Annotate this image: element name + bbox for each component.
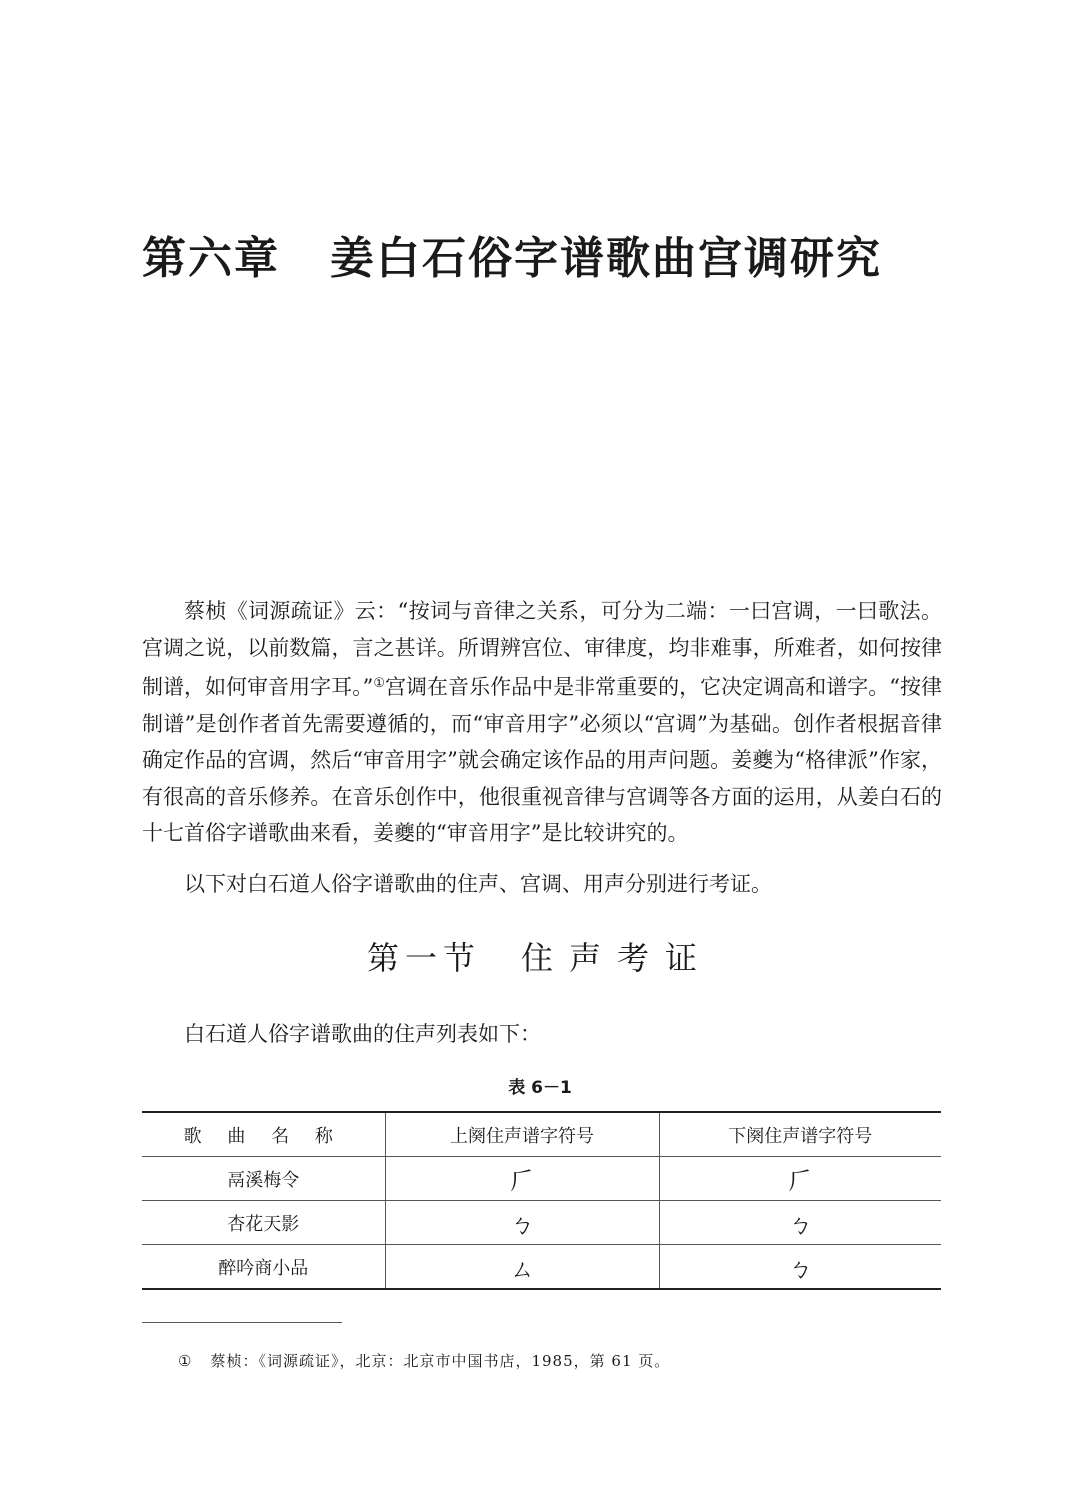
upper-symbol: ㄅ — [385, 1201, 659, 1245]
song-name: 杏花天影 — [142, 1201, 385, 1245]
intro-paragraph — [142, 593, 942, 852]
upper-symbol: ㄙ — [385, 1245, 659, 1290]
lower-symbol: ㄅ — [659, 1245, 941, 1290]
intro-text-part2: 宫调在音乐作品中是非常重要的，它决定调高和谱字。“按律制谱”是创作者首先需要遵循的，而“审音用字”必须以“宫调”为基础。创作者根据音律确定作品的宫调，然后“审音用字”就会确定该作品的用声问题。姜夔为“格律派”作家，有很高的音乐修养。在音乐创作中，他很重视音律与宫调等各方面的运用，从姜白石的十七首俗字谱歌曲来看，姜夔的“审音用字”是比较讲究的。 — [142, 675, 943, 845]
table-row — [142, 1201, 941, 1245]
song-name: 醉吟商小品 — [142, 1245, 385, 1290]
section-intro: 白石道人俗字谱歌曲的住声列表如下： — [184, 1022, 541, 1046]
table-row — [142, 1245, 941, 1290]
footnote-mark: ① — [178, 1352, 193, 1370]
song-name: 鬲溪梅令 — [142, 1157, 385, 1201]
lower-symbol: ㄅ — [659, 1201, 941, 1245]
table-caption: 表 6－1 — [508, 1078, 572, 1098]
footnote — [178, 1350, 670, 1371]
header-lower-stanza: 下阕住声谱字符号 — [659, 1112, 941, 1157]
section-title — [0, 933, 1080, 979]
section-number: 第一节 — [366, 939, 481, 977]
intro-text-part1: 蔡桢《词源疏证》云：“按词与音律之关系，可分为二端：一曰宫调，一曰歌法。宫调之说，以前数篇，言之甚详。所谓辨宫位、审律度，均非难事，所难者，如何按律制谱，如何审音用字耳。” — [142, 599, 942, 699]
lower-symbol: 𠂆 — [659, 1157, 941, 1201]
intro-paragraph-2: 以下对白石道人俗字谱歌曲的住声、宫调、用声分别进行考证。 — [184, 872, 772, 896]
upper-symbol: 𠂆 — [385, 1157, 659, 1201]
section-name: 住声考证 — [521, 939, 714, 977]
table-row — [142, 1157, 941, 1201]
table-header-row — [142, 1112, 941, 1157]
chapter-number: 第六章 — [142, 233, 280, 284]
footnote-reference[interactable]: ① — [373, 676, 386, 691]
chapter-title — [142, 222, 882, 286]
header-upper-stanza: 上阕住声谱字符号 — [385, 1112, 659, 1157]
footnote-text: 蔡桢：《词源疏证》，北京：北京市中国书店，1985，第 61 页。 — [210, 1352, 671, 1370]
header-song-name: 歌 曲 名 称 — [142, 1112, 385, 1157]
zhusheng-table — [142, 1111, 941, 1290]
chapter-name: 姜白石俗字谱歌曲宫调研究 — [330, 233, 882, 284]
footnote-divider — [142, 1322, 342, 1323]
